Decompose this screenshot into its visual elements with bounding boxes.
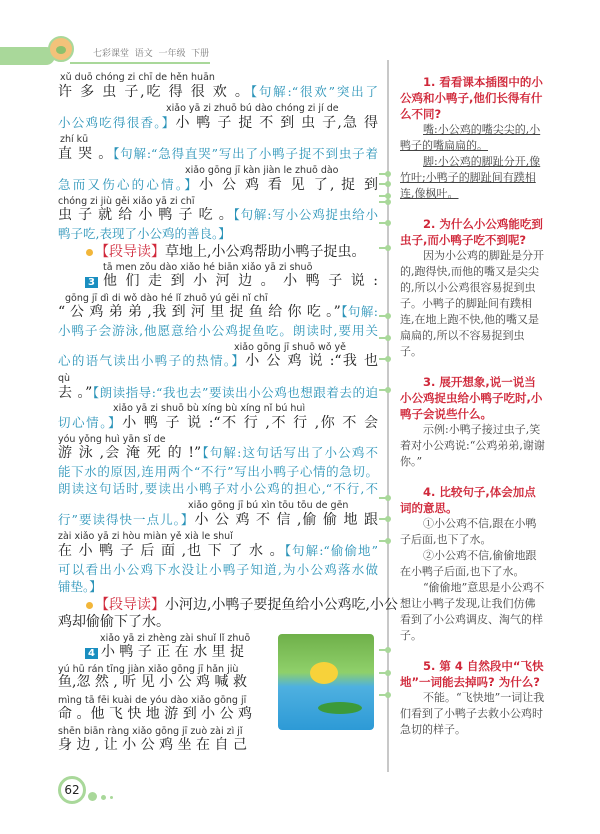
passage-text: xiǎo yā zi zhuō bú dào chóng zi jí de xyxy=(166,103,339,114)
pinyin-line xyxy=(65,293,268,304)
answer-paragraph: 示例:小鸭子接过虫子,笑着对小公鸡说:“公鸡弟弟,谢谢你。” xyxy=(400,423,545,468)
connector-dot xyxy=(379,247,389,249)
passage-text: xiǎo gōng jī kàn jiàn le zhuō dào xyxy=(185,165,339,176)
answer-paragraph: “偷偷地”意思是小公鸡不想让小鸭子发现,让我们仿佛看到了小公鸡调皮、淘气的样子。 xyxy=(400,581,545,642)
duck-icon xyxy=(310,662,338,684)
text-line xyxy=(58,146,378,162)
text-line xyxy=(58,614,378,630)
question-block xyxy=(400,374,545,470)
text-line xyxy=(58,562,378,578)
connector-dot xyxy=(379,649,389,651)
passage-text: 游 泳 ,会 淹 死 的 !” xyxy=(58,445,202,461)
connector-dot xyxy=(379,672,389,674)
answer-3 xyxy=(400,422,545,470)
passage-text: yóu yǒng huì yān sǐ de xyxy=(58,434,166,445)
pinyin-line xyxy=(234,342,346,353)
question-block xyxy=(400,484,545,644)
passage-text: tā men zǒu dào xiǎo hé biān xiǎo yā zi shuō xyxy=(103,262,313,273)
annotation-text: 可以看出小公鸡下水没让小鸭子知道,为小公鸡落水做 xyxy=(58,562,378,577)
pinyin-line xyxy=(188,500,348,511)
text-line xyxy=(58,481,378,497)
question-2: 2. 为什么小公鸡能吃到虫子,而小鸭子吃不到呢? xyxy=(400,217,543,247)
pinyin-line xyxy=(58,726,243,737)
question-5: 5. 第 4 自然段中“飞快地”一词能去掉吗? 为什么? xyxy=(400,659,544,689)
passage-text: 小河边,小鸭子要捉鱼给小公鸡吃,小公 xyxy=(165,597,398,613)
paragraph-number: 3 xyxy=(85,277,98,288)
passage-text: xiǎo yā zi zhèng zài shuǐ lǐ zhuō xyxy=(100,633,251,644)
connector-dot xyxy=(379,201,389,203)
text-line xyxy=(86,597,398,613)
passage-text: 草地上,小公鸡帮助小鸭子捉虫。 xyxy=(165,244,366,260)
passage-text: xiǎo yā zi shuō bù xíng bù xíng nǐ bú huì xyxy=(113,403,306,414)
passage-text: 在 小 鸭 子 后 面 ,也 下 了 水 。 xyxy=(58,543,285,559)
annotation-text: 鸭子吃,表现了小公鸡的善良。】 xyxy=(58,226,231,241)
connector-dot xyxy=(379,540,389,542)
question-4: 4. 比较句子,体会加点词的意思。 xyxy=(400,485,536,515)
header-bar xyxy=(0,47,55,65)
passage-text: gōng jī dì di wǒ dào hé lǐ zhuō yú gěi nǐ chī xyxy=(65,293,268,304)
text-line xyxy=(58,706,272,722)
ducks-illustration xyxy=(278,634,374,730)
text-line xyxy=(58,737,272,753)
answer-paragraph: ①小公鸡不信,跟在小鸭子后面,也下了水。 xyxy=(400,517,537,546)
connector-dot xyxy=(379,183,389,185)
passage-text: qù xyxy=(58,373,71,384)
pinyin-line xyxy=(58,695,246,706)
text-line xyxy=(58,674,272,690)
passage-text: 鸡却偷偷下了水。 xyxy=(58,614,170,630)
annotation-text: 铺垫。】 xyxy=(58,579,102,594)
passage-text: “ 公 鸡 弟 弟 ,我 到 河 里 捉 鱼 给 你 吃 。” xyxy=(58,304,341,320)
page-number: 62 xyxy=(58,776,86,804)
passage-text: 许 多 虫 子,吃 得 很 欢 。 xyxy=(58,84,251,100)
answer-paragraph: 嘴:小公鸡的嘴尖尖的,小鸭子的嘴扁扁的。 xyxy=(400,123,541,152)
section-guide-label: 【段导读】 xyxy=(95,597,165,613)
annotation-text: 小公鸡吃得很香。】 xyxy=(58,115,176,130)
passage-text: 身 边 , 让 小 公 鸡 坐 在 自 己 xyxy=(58,737,247,753)
annotation-text: 朗读这句话时,要读出小鸭子对小公鸡的担心,“不行,不 xyxy=(58,481,378,496)
pinyin-line xyxy=(58,531,233,542)
connector-dot xyxy=(379,173,389,175)
annotation-text: 急而又伤心的心情。】 xyxy=(58,177,200,192)
passage-text: 小 鸭 子 捉 不 到 虫 子,急 得 xyxy=(175,115,378,131)
text-line xyxy=(58,415,378,431)
passage-text: yú hū rán tīng jiàn xiǎo gōng jī hǎn jiù xyxy=(58,664,239,675)
pinyin-line xyxy=(60,72,215,83)
passage-text: 小 鸭 子 说 :“不 行 ,不 行 ,你 不 会 xyxy=(122,415,378,431)
connector-dot xyxy=(379,358,389,360)
annotation-text: 【句解: xyxy=(340,304,378,319)
passage-text: 小 公 鸡 说 :“我 也 xyxy=(245,353,378,369)
pinyin-line xyxy=(58,373,70,384)
passage-text: 小 公 鸡 看 见 了, 捉 到 xyxy=(199,177,378,193)
decor-dot xyxy=(101,795,106,800)
annotation-text: 【句解:写小公鸡捉虫给小 xyxy=(233,207,378,222)
text-line xyxy=(58,353,378,369)
decor-dot xyxy=(110,796,113,799)
answer-paragraph: 不能。“飞快地”一词让我们看到了小鸭子去救小公鸡时急切的样子。 xyxy=(400,691,545,736)
text-line xyxy=(58,445,378,461)
text-line xyxy=(58,323,378,339)
passage-text: zhí kū xyxy=(60,134,89,145)
passage-text: 直 哭 。 xyxy=(58,146,114,162)
answer-paragraph: 因为小公鸡的脚趾是分开的,跑得快,而他的嘴又是尖尖的,所以小公鸡很容易捉到虫子。小鸭子的脚趾间有蹼相连,在地上跑不快,他的嘴又是扁扁的,所以不容易捉到虫子。 xyxy=(400,249,544,358)
pinyin-line xyxy=(58,196,195,207)
text-line xyxy=(58,207,378,223)
text-line xyxy=(58,579,378,595)
text-line xyxy=(58,543,378,559)
bulb-icon xyxy=(86,249,93,256)
answer-1 xyxy=(400,122,545,202)
passage-text: 命 。他 飞 快 地 游 到 小 公 鸡 xyxy=(58,706,253,722)
annotation-text: 【句解:这句话写出了小公鸡不 xyxy=(201,445,379,460)
pinyin-line xyxy=(103,262,312,273)
book-title: 七彩课堂 语文 一年级 下册 xyxy=(93,49,210,59)
annotation-text: 能下水的原因,连用两个“不行”写出小鸭子心情的急切。 xyxy=(58,464,378,479)
pinyin-line xyxy=(60,134,88,145)
text-line xyxy=(58,226,378,242)
text-line xyxy=(85,644,272,660)
text-line xyxy=(58,385,378,401)
passage-text: 鱼,忽 然 , 听 见 小 公 鸡 喊 救 xyxy=(58,674,247,690)
passage-text: zài xiǎo yā zi hòu miàn yě xià le shuǐ xyxy=(58,531,233,542)
passage-text: xiǎo gōng jī bú xìn tōu tōu de gēn xyxy=(188,500,349,511)
passage-text: 小 鸭 子 正 在 水 里 捉 xyxy=(100,644,245,660)
passage-text: 他 们 走 到 小 河 边 。 小 鸭 子 说 : xyxy=(100,273,378,289)
pinyin-line xyxy=(166,103,339,114)
column-divider xyxy=(387,60,389,772)
question-block xyxy=(400,658,545,738)
connector-dot xyxy=(379,337,389,339)
section-guide-label: 【段导读】 xyxy=(95,244,165,260)
question-3: 3. 展开想象,说一说当小公鸡捉虫给小鸭子吃时,小鸭子会说些什么。 xyxy=(400,375,543,421)
connector-dot xyxy=(379,497,389,499)
text-line xyxy=(58,304,378,320)
annotation-text: 心的语气读出小鸭子的热情。】 xyxy=(58,353,246,368)
text-line xyxy=(58,177,378,193)
annotation-text: 小鸭子会游泳,他愿意给小公鸡捉鱼吃。朗读时,要用关 xyxy=(58,323,378,338)
text-line xyxy=(58,84,378,100)
connector-dot xyxy=(379,389,389,391)
annotation-text: 行”要读得快一点儿。】 xyxy=(58,512,195,527)
text-line xyxy=(58,464,378,480)
decor-dot xyxy=(88,792,97,801)
annotation-text: 【句解:“急得直哭”写出了小鸭子捉不到虫子着 xyxy=(113,146,378,161)
lily-pad-icon xyxy=(318,702,362,714)
answer-5 xyxy=(400,690,545,738)
mascot-icon xyxy=(48,36,74,62)
passage-text: 虫 子 就 给 小 鸭 子 吃 。 xyxy=(58,207,234,223)
passage-text: 去 。” xyxy=(58,385,93,401)
text-line xyxy=(86,244,378,260)
passage-text: shēn biān ràng xiǎo gōng jī zuò zài zì jǐ xyxy=(58,726,243,737)
question-block xyxy=(400,216,545,360)
questions-column xyxy=(400,74,545,752)
answer-2 xyxy=(400,248,545,360)
pinyin-line xyxy=(185,165,339,176)
connector-dot xyxy=(379,222,389,224)
answer-paragraph: ②小公鸡不信,偷偷地跟在小鸭子后面,也下了水。 xyxy=(400,549,537,578)
pinyin-line xyxy=(58,434,166,445)
annotation-text: 【句解:“偷偷地” xyxy=(284,543,379,558)
annotation-text: 【句解:“很欢”突出了 xyxy=(250,84,378,99)
passage-text: chóng zi jiù gěi xiǎo yā zi chī xyxy=(58,196,195,207)
question-1: 1. 看看课本插图中的小公鸡和小鸭子,他们长得有什么不同? xyxy=(400,75,543,121)
paragraph-number: 4 xyxy=(85,648,98,659)
answer-4 xyxy=(400,516,545,644)
passage-text: xǔ duō chóng zi chī de hěn huān xyxy=(60,72,215,83)
connector-dot xyxy=(379,195,389,197)
text-line xyxy=(85,273,378,289)
connector-dot xyxy=(379,315,389,317)
connector-dot xyxy=(379,694,389,696)
pinyin-line xyxy=(113,403,305,414)
annotation-text: 切心情。】 xyxy=(58,415,123,430)
pinyin-line xyxy=(100,633,250,644)
question-block xyxy=(400,74,545,202)
passage-text: mìng tā fēi kuài de yóu dào xiǎo gōng jī xyxy=(58,695,247,706)
bulb-icon xyxy=(86,602,93,609)
text-line xyxy=(58,115,378,131)
passage-text: 小 公 鸡 不 信 ,偷 偷 地 跟 xyxy=(194,512,378,528)
text-line xyxy=(58,512,378,528)
answer-paragraph: 脚:小公鸡的脚趾分开,像竹叶;小鸭子的脚趾间有蹼相连,像枫叶。 xyxy=(400,155,541,200)
header-rule xyxy=(70,62,210,64)
passage-text: xiǎo gōng jī shuō wǒ yě xyxy=(234,342,347,353)
connector-dot xyxy=(379,518,389,520)
annotation-text: 【朗读指导:“我也去”要读出小公鸡也想跟着去的迫 xyxy=(92,385,379,400)
